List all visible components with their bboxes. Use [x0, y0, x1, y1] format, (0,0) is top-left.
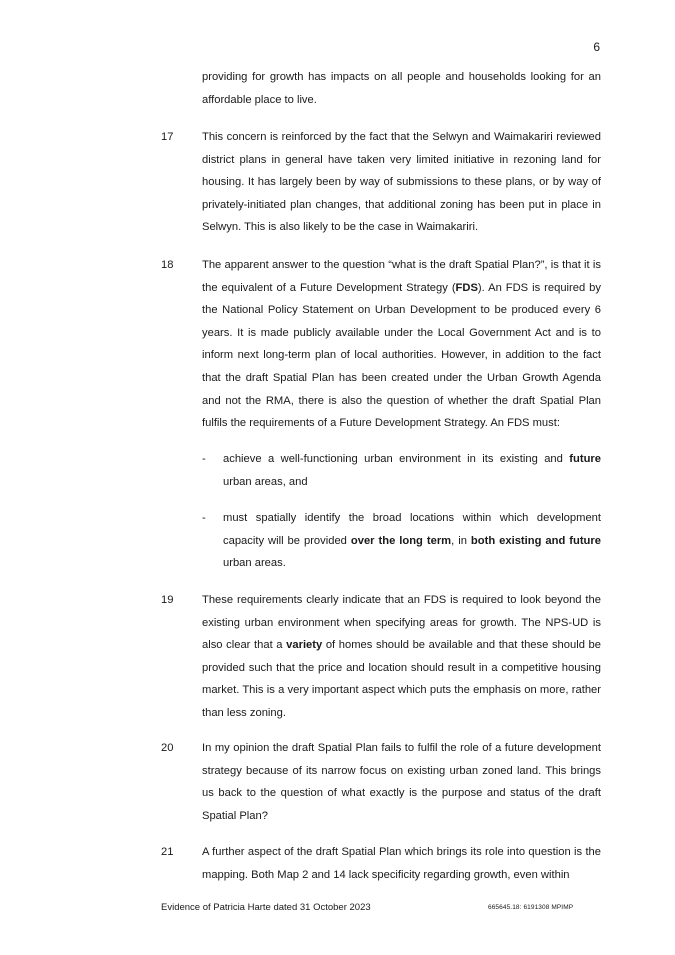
paragraph-text: A further aspect of the draft Spatial Plan which brings its role into question is the mapping. Both Map 2 and 14 lack specificity regarding growth, even within: [202, 846, 601, 881]
footer-document-reference: 665645.18: 6191308 MPIMP: [488, 904, 574, 911]
text-segment: ). An FDS is required by the National Policy Statement on Urban Development to be produced every 6 years. It is made publicly available under the Local Government Act and is to inform next long-term plan of local authorities. However, in addition to the fact that the draft Spatial Plan has been created under the Urban Growth Agenda and not the RMA, there is also the question of whether the draft Spatial Plan fulfils the requirements of a Future Development Strategy. An FDS must:: [202, 281, 601, 430]
paragraph-text: [202, 254, 601, 435]
paragraph-text: In my opinion the draft Spatial Plan fails to fulfil the role of a future development strategy because of its narrow focus on existing urban zoned land. This brings us back to the question of what exactly is the purpose and status of the draft Spatial Plan?: [202, 742, 601, 822]
paragraph-text: [202, 589, 601, 725]
paragraph-number: 21: [161, 846, 174, 858]
paragraph-19: [161, 589, 601, 725]
bullet-dash: -: [202, 453, 206, 465]
text-segment: , in: [451, 534, 471, 547]
text-segment: of homes should be available and that these should be provided such that the price and location should result in a competitive housing market. This is a very important aspect which puts the emphasis on more, rather than less zoning.: [202, 639, 601, 719]
paragraph-text: This concern is reinforced by the fact that the Selwyn and Waimakariri reviewed district plans in general have taken very limited initiative in rezoning land for housing. It has largely been by way of submissions to these plans, or by way of privately-initiated plan changes, that additional zoning has been put in place in Selwyn. This is also likely to be the case in Waimakariri.: [202, 131, 601, 234]
page-number: 6: [593, 40, 600, 54]
paragraph-text: providing for growth has impacts on all people and households looking for an affordable place to live.: [202, 71, 601, 106]
text-segment: These requirements clearly indicate that an FDS is required to look beyond the existing urban environment when specifying areas for growth. The NPS-UD is also clear that a: [202, 594, 601, 652]
text-segment: The apparent answer to the question “what is the draft Spatial Plan?”, is that it is the equivalent of a Future Development Strategy (: [202, 259, 601, 294]
bullet-text: [223, 448, 601, 493]
footer-evidence-title: Evidence of Patricia Harte dated 31 October 2023: [161, 902, 371, 913]
text-segment: must spatially identify the broad locations within which development capacity will be provided: [223, 512, 601, 547]
bullet-text: [223, 507, 601, 575]
paragraph-21: [161, 841, 601, 886]
paragraph-number: 19: [161, 594, 174, 606]
paragraph-number: 20: [161, 742, 174, 754]
bold-term: over the long term: [350, 534, 452, 547]
bold-term: variety: [286, 639, 323, 652]
paragraph-continuation: [161, 66, 601, 111]
bold-term: both existing and future: [470, 534, 601, 547]
paragraph-17: [161, 126, 601, 239]
paragraph-20: [161, 737, 601, 827]
paragraph-18: [161, 254, 601, 435]
text-segment: achieve a well-functioning urban environment in its existing and: [223, 453, 570, 465]
bullet-item: [202, 448, 601, 493]
bold-term: future: [569, 453, 601, 465]
text-segment: urban areas.: [223, 557, 286, 570]
bullet-item: [202, 507, 601, 575]
paragraph-number: 18: [161, 259, 174, 271]
paragraph-number: 17: [161, 131, 174, 143]
bullet-dash: -: [202, 512, 206, 524]
bold-term: FDS: [455, 281, 478, 294]
text-segment: urban areas, and: [223, 475, 308, 488]
